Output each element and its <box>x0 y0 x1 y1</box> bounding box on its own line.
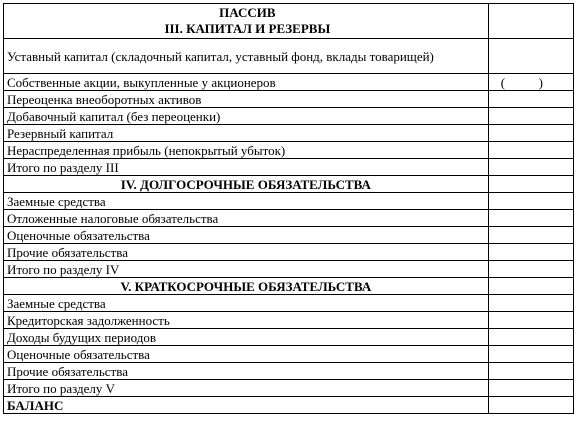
row-label: Доходы будущих периодов <box>4 329 489 346</box>
row-value <box>488 176 573 193</box>
section3-title: III. КАПИТАЛ И РЕЗЕРВЫ <box>164 21 331 36</box>
header-row <box>4 4 574 39</box>
row-value <box>488 74 573 91</box>
row-value <box>488 142 573 159</box>
row-label: Прочие обязательства <box>4 244 489 261</box>
table-row <box>4 74 574 91</box>
section4-title: IV. ДОЛГОСРОЧНЫЕ ОБЯЗАТЕЛЬСТВА <box>4 176 489 193</box>
row-label: Итого по разделу III <box>4 159 489 176</box>
table-row <box>4 380 574 397</box>
section-heading-row <box>4 176 574 193</box>
table-row <box>4 91 574 108</box>
row-value <box>488 210 573 227</box>
row-label: Прочие обязательства <box>4 363 489 380</box>
total-row <box>4 397 574 414</box>
close-paren: ) <box>538 74 543 90</box>
table-row <box>4 227 574 244</box>
row-label: Резервный капитал <box>4 125 489 142</box>
table-row <box>4 346 574 363</box>
row-value <box>488 227 573 244</box>
row-value <box>488 193 573 210</box>
table-row <box>4 108 574 125</box>
row-value <box>488 278 573 295</box>
row-label: Собственные акции, выкупленные у акционеров <box>4 74 489 91</box>
balance-total-label: БАЛАНС <box>4 397 489 414</box>
row-value <box>488 159 573 176</box>
table-row <box>4 295 574 312</box>
row-label: Добавочный капитал (без переоценки) <box>4 108 489 125</box>
table-row <box>4 193 574 210</box>
table-row <box>4 312 574 329</box>
row-value <box>488 39 573 74</box>
row-label: Оценочные обязательства <box>4 227 489 244</box>
section-heading-row <box>4 278 574 295</box>
row-value <box>488 108 573 125</box>
row-label: Переоценка внеоборотных активов <box>4 91 489 108</box>
table-row <box>4 363 574 380</box>
row-label: Оценочные обязательства <box>4 346 489 363</box>
negative-value-brackets <box>489 75 573 90</box>
row-label: Заемные средства <box>4 295 489 312</box>
table-row <box>4 261 574 278</box>
row-value <box>488 312 573 329</box>
row-value <box>488 363 573 380</box>
header-cell <box>4 4 489 39</box>
table-row <box>4 125 574 142</box>
balance-liabilities-table <box>3 3 574 414</box>
row-value <box>488 125 573 142</box>
row-label: Итого по разделу V <box>4 380 489 397</box>
header-value-cell <box>488 4 573 39</box>
row-value <box>488 295 573 312</box>
row-label: Итого по разделу IV <box>4 261 489 278</box>
row-value <box>488 244 573 261</box>
row-label: Кредиторская задолженность <box>4 312 489 329</box>
table-row <box>4 210 574 227</box>
table-row <box>4 142 574 159</box>
balance-total-value <box>488 397 573 414</box>
table-row <box>4 329 574 346</box>
row-label: Заемные средства <box>4 193 489 210</box>
row-value <box>488 346 573 363</box>
open-paren: ( <box>500 74 506 90</box>
table-row <box>4 159 574 176</box>
row-value <box>488 380 573 397</box>
table-row <box>4 244 574 261</box>
row-label: Отложенные налоговые обязательства <box>4 210 489 227</box>
section5-title: V. КРАТКОСРОЧНЫЕ ОБЯЗАТЕЛЬСТВА <box>4 278 489 295</box>
row-value <box>488 329 573 346</box>
row-label: Уставный капитал (складочный капитал, уставный фонд, вклады товарищей) <box>4 39 489 74</box>
row-label: Нераспределенная прибыль (непокрытый убыток) <box>4 142 489 159</box>
row-value <box>488 91 573 108</box>
row-value <box>488 261 573 278</box>
table-title: ПАССИВ <box>219 5 276 20</box>
table-row <box>4 39 574 74</box>
